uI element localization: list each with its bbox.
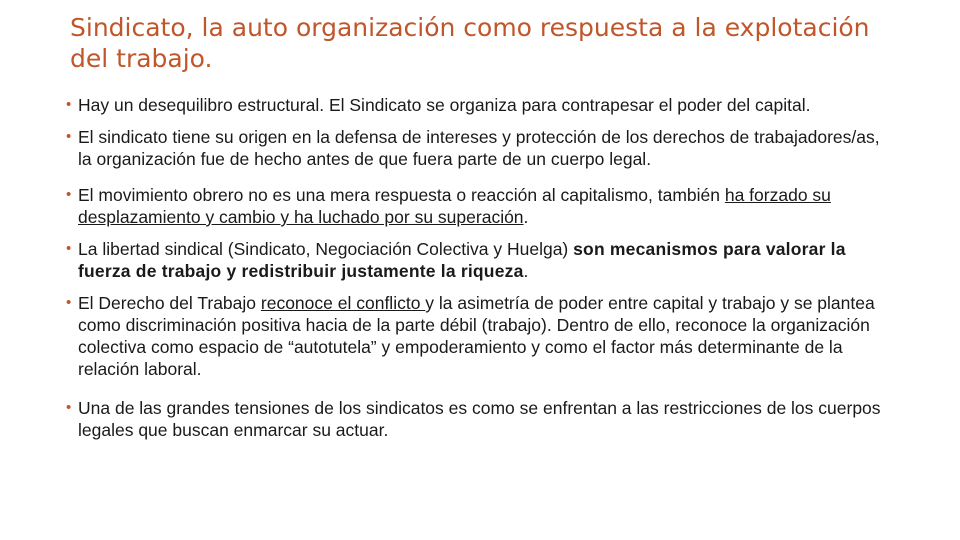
bullet-dot-icon: •	[66, 240, 72, 257]
bullet-text: La libertad sindical (Sindicato, Negociación Colectiva y Huelga)	[78, 239, 574, 259]
bullet-dot-icon: •	[66, 399, 72, 416]
bullet-item	[66, 238, 896, 282]
bullet-text: .	[523, 261, 529, 281]
bullet-item	[66, 397, 896, 441]
bullet-text: El movimiento obrero no es una mera respuesta o reacción al capitalismo, también	[78, 185, 725, 205]
slide-title: Sindicato, la auto organización como respuesta a la explotación del trabajo.	[70, 13, 870, 73]
bullet-underlined-text: ha forzado su desplazamiento y cambio y ha luchado por su superación	[78, 185, 831, 227]
bullet-item	[66, 292, 896, 380]
bullet-dot-icon: •	[66, 96, 72, 113]
bullet-underlined-text: reconoce el conflicto	[260, 293, 426, 313]
bullet-dot-icon: •	[66, 128, 72, 145]
bullet-item	[66, 94, 896, 116]
bullet-text: El Derecho del Trabajo	[78, 293, 261, 313]
bullet-list	[66, 94, 896, 441]
bullet-text: Una de las grandes tensiones de los sindicatos es como se enfrentan a las restricciones de los cuerpos legales que buscan enmarcar su actuar.	[78, 398, 881, 440]
bullet-item	[66, 184, 896, 228]
bullet-item	[66, 126, 896, 170]
bullet-text: El sindicato tiene su origen en la defensa de intereses y protección de los derechos de trabajadores/as, la organización fue de hecho antes de que fuera parte de un cuerpo legal.	[78, 127, 880, 169]
bullet-dot-icon: •	[66, 186, 72, 203]
bullet-text: y la asimetría de poder entre capital y trabajo y se plantea como discriminación positiva hacia de la parte débil (trabajo). Dentro de ello, reconoce la organización colectiva como espacio de “autotutela” y empoderamiento y como el factor más determinante de la relación laboral.	[78, 293, 875, 379]
bullet-text: .	[523, 207, 529, 227]
bullet-text: Hay un desequilibro estructural. El Sindicato se organiza para contrapesar el poder del capital.	[78, 95, 811, 115]
bullet-bold-text: son mecanismos para valorar la fuerza de trabajo y redistribuir justamente la riqueza	[78, 239, 846, 281]
bullet-dot-icon: •	[66, 294, 72, 311]
